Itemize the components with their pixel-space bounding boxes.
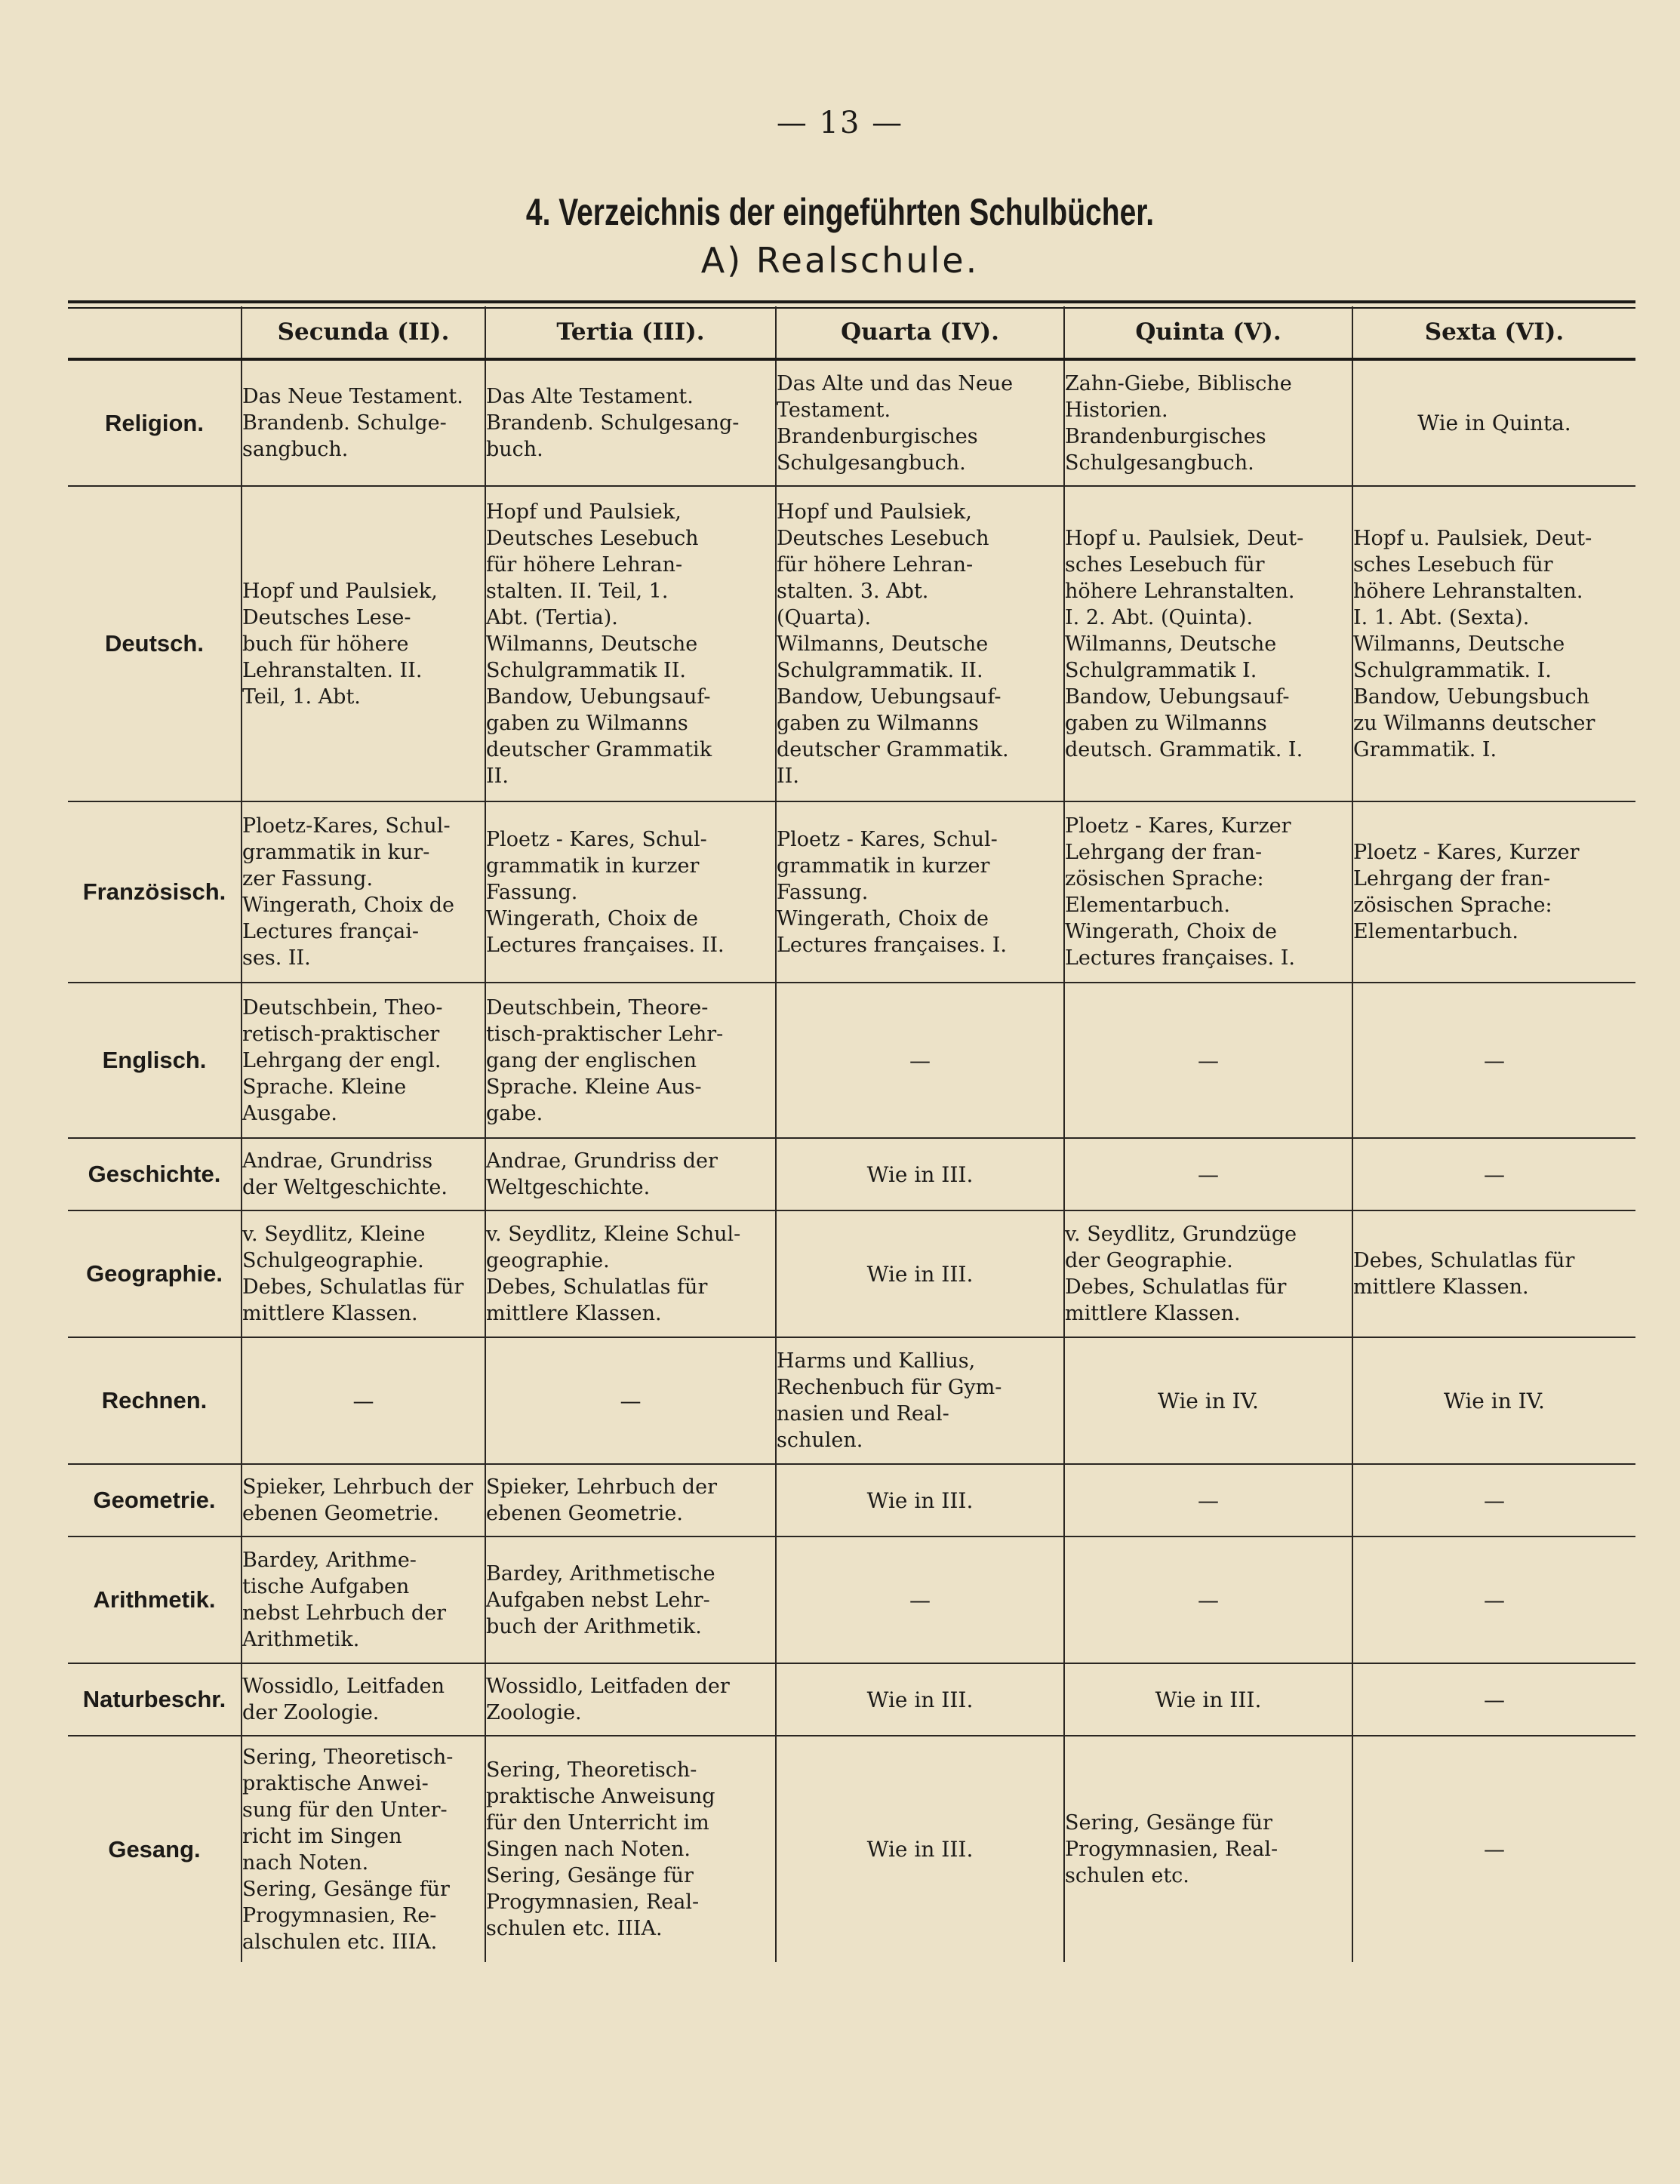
table-cell: Zahn-Giebe, Biblische Historien. Brandenburgisches Schulgesangbuch. <box>1064 359 1352 486</box>
table-cell: Sering, Theoretisch- praktische Anweisung für den Unterricht im Singen nach Noten. Sering, Gesänge für Progymnasien, Real- schulen etc. IIIA. <box>485 1736 776 1962</box>
table-cell: Hopf u. Paulsiek, Deut- sches Lesebuch für höhere Lehranstalten. I. 2. Abt. (Quinta). Wilmanns, Deutsche Schulgrammatik I. Bandow, Uebungsauf- gaben zu Wilmanns deutsch. Grammatik. I. <box>1064 486 1352 801</box>
table-cell: — <box>242 1337 485 1464</box>
subject-label: Französisch. <box>68 801 242 983</box>
subject-label: Geographie. <box>68 1210 242 1337</box>
subject-label: Rechnen. <box>68 1337 242 1464</box>
table-cell: — <box>1064 983 1352 1138</box>
table-cell: Wie in III. <box>776 1736 1064 1962</box>
table-cell: Ploetz - Kares, Schul- grammatik in kurzer Fassung. Wingerath, Choix de Lectures françaises. I. <box>776 801 1064 983</box>
column-header-quarta: Quarta (IV). <box>776 306 1064 359</box>
page-number: — 13 — <box>776 106 904 140</box>
table-cell: — <box>776 1536 1064 1663</box>
table-cell: Wie in IV. <box>1064 1337 1352 1464</box>
table-row <box>68 801 1635 983</box>
table-cell: — <box>1352 1464 1635 1536</box>
table-row <box>68 1736 1635 1962</box>
table-cell: Ploetz - Kares, Schul- grammatik in kurzer Fassung. Wingerath, Choix de Lectures françaises. II. <box>485 801 776 983</box>
table-cell: Wie in IV. <box>1352 1337 1635 1464</box>
table-row <box>68 1464 1635 1536</box>
table-cell: Sering, Theoretisch- praktische Anwei- sung für den Unter- richt im Singen nach Noten. Sering, Gesänge für Progymnasien, Re- alschulen etc. IIIA. <box>242 1736 485 1962</box>
column-header-secunda: Secunda (II). <box>242 306 485 359</box>
table-cell: Deutschbein, Theo- retisch-praktischer Lehrgang der engl. Sprache. Kleine Ausgabe. <box>242 983 485 1138</box>
table-row <box>68 1210 1635 1337</box>
table-cell: Ploetz-Kares, Schul- grammatik in kur- zer Fassung. Wingerath, Choix de Lectures françai- ses. II. <box>242 801 485 983</box>
page-title: 4. Verzeichnis der eingeführten Schulbücher. <box>525 191 1155 233</box>
table-cell: — <box>1352 1536 1635 1663</box>
table-cell: Das Alte und das Neue Testament. Brandenburgisches Schulgesangbuch. <box>776 359 1064 486</box>
subject-label: Geometrie. <box>68 1464 242 1536</box>
table-cell: Ploetz - Kares, Kurzer Lehrgang der fran- zösischen Sprache: Elementarbuch. Wingerath, Choix de Lectures françaises. I. <box>1064 801 1352 983</box>
table-cell: — <box>1484 1837 1505 1862</box>
subject-label: Deutsch. <box>68 486 242 801</box>
table-cell: Harms und Kallius, Rechenbuch für Gym- nasien und Real- schulen. <box>776 1337 1064 1464</box>
subject-label: Geschichte. <box>68 1138 242 1210</box>
table-cell: Bardey, Arithmetische Aufgaben nebst Lehr- buch der Arithmetik. <box>485 1536 776 1663</box>
table-row <box>68 359 1635 486</box>
table-cell: Deutschbein, Theore- tisch-praktischer Lehr- gang der englischen Sprache. Kleine Aus- gabe. <box>485 983 776 1138</box>
table-cell: Wossidlo, Leitfaden der Zoologie. <box>485 1663 776 1736</box>
table-cell: — <box>1352 1663 1635 1736</box>
table-row <box>68 1337 1635 1464</box>
table-cell: Wie in III. <box>776 1464 1064 1536</box>
subject-label: Englisch. <box>68 983 242 1138</box>
table-cell: — <box>485 1337 776 1464</box>
top-double-rule <box>68 300 1635 303</box>
table-row <box>68 983 1635 1138</box>
table-cell: Hopf u. Paulsiek, Deut- sches Lesebuch für höhere Lehranstalten. I. 1. Abt. (Sexta). Wilmanns, Deutsche Schulgrammatik. I. Bandow, Uebungsbuch zu Wilmanns deutscher Grammatik. I. <box>1352 486 1635 801</box>
table-cell: Bardey, Arithme- tische Aufgaben nebst Lehrbuch der Arithmetik. <box>242 1536 485 1663</box>
table-cell: — <box>1064 1464 1352 1536</box>
table-cell: Das Neue Testament. Brandenb. Schulge- sangbuch. <box>242 359 485 486</box>
table-cell: Wossidlo, Leitfaden der Zoologie. <box>242 1663 485 1736</box>
table-cell: v. Seydlitz, Kleine Schulgeographie. Debes, Schulatlas für mittlere Klassen. <box>242 1210 485 1337</box>
subject-label: Naturbeschr. <box>68 1663 242 1736</box>
table-row <box>68 1138 1635 1210</box>
table-cell: Debes, Schulatlas für mittlere Klassen. <box>1352 1210 1635 1337</box>
subject-label: Gesang. <box>68 1736 242 1962</box>
table-cell: — <box>1064 1138 1352 1210</box>
table-cell: Wie in III. <box>1064 1663 1352 1736</box>
table-row <box>68 486 1635 801</box>
table-cell: v. Seydlitz, Kleine Schul- geographie. Debes, Schulatlas für mittlere Klassen. <box>485 1210 776 1337</box>
table-cell: v. Seydlitz, Grundzüge der Geographie. Debes, Schulatlas für mittlere Klassen. <box>1064 1210 1352 1337</box>
table-cell: Wie in III. <box>776 1138 1064 1210</box>
table-cell: — <box>1352 983 1635 1138</box>
table-cell: — <box>1352 1138 1635 1210</box>
column-header-sexta: Sexta (VI). <box>1352 306 1635 359</box>
page-subtitle: A) Realschule. <box>700 240 980 281</box>
table-cell: Wie in III. <box>776 1210 1064 1337</box>
column-header-tertia: Tertia (III). <box>485 306 776 359</box>
subject-label: Religion. <box>68 359 242 486</box>
table-cell: Wie in III. <box>776 1663 1064 1736</box>
table-row <box>68 1536 1635 1663</box>
table-cell: Spieker, Lehrbuch der ebenen Geometrie. <box>485 1464 776 1536</box>
column-header <box>68 306 242 359</box>
table-cell: Das Alte Testament. Brandenb. Schulgesang- buch. <box>485 359 776 486</box>
table-cell: Spieker, Lehrbuch der ebenen Geometrie. <box>242 1464 485 1536</box>
table-cell: — <box>1064 1536 1352 1663</box>
table-cell: Andrae, Grundriss der Weltgeschichte. <box>485 1138 776 1210</box>
table-cell: Ploetz - Kares, Kurzer Lehrgang der fran- zösischen Sprache: Elementarbuch. <box>1352 801 1635 983</box>
table-cell: Hopf und Paulsiek, Deutsches Lesebuch für höhere Lehran- stalten. II. Teil, 1. Abt. (Tertia). Wilmanns, Deutsche Schulgrammatik II. Bandow, Uebungsauf- gaben zu Wilmanns deutscher Grammatik II. <box>485 486 776 801</box>
table-cell: Andrae, Grundriss der Weltgeschichte. <box>242 1138 485 1210</box>
table-cell: Sering, Gesänge für Progymnasien, Real- schulen etc. <box>1064 1736 1352 1962</box>
table-header-row <box>68 306 1635 359</box>
table-cell: Wie in Quinta. <box>1352 359 1635 486</box>
schoolbook-table <box>68 306 1635 1962</box>
table-cell: Hopf und Paulsiek, Deutsches Lese- buch für höhere Lehranstalten. II. Teil, 1. Abt. <box>242 486 485 801</box>
subject-label: Arithmetik. <box>68 1536 242 1663</box>
column-header-quinta: Quinta (V). <box>1064 306 1352 359</box>
table-cell: Hopf und Paulsiek, Deutsches Lesebuch für höhere Lehran- stalten. 3. Abt. (Quarta). Wilmanns, Deutsche Schulgrammatik. II. Bandow, Uebungsauf- gaben zu Wilmanns deutscher Grammatik. II. <box>776 486 1064 801</box>
table-cell: — <box>776 983 1064 1138</box>
table-row <box>68 1663 1635 1736</box>
